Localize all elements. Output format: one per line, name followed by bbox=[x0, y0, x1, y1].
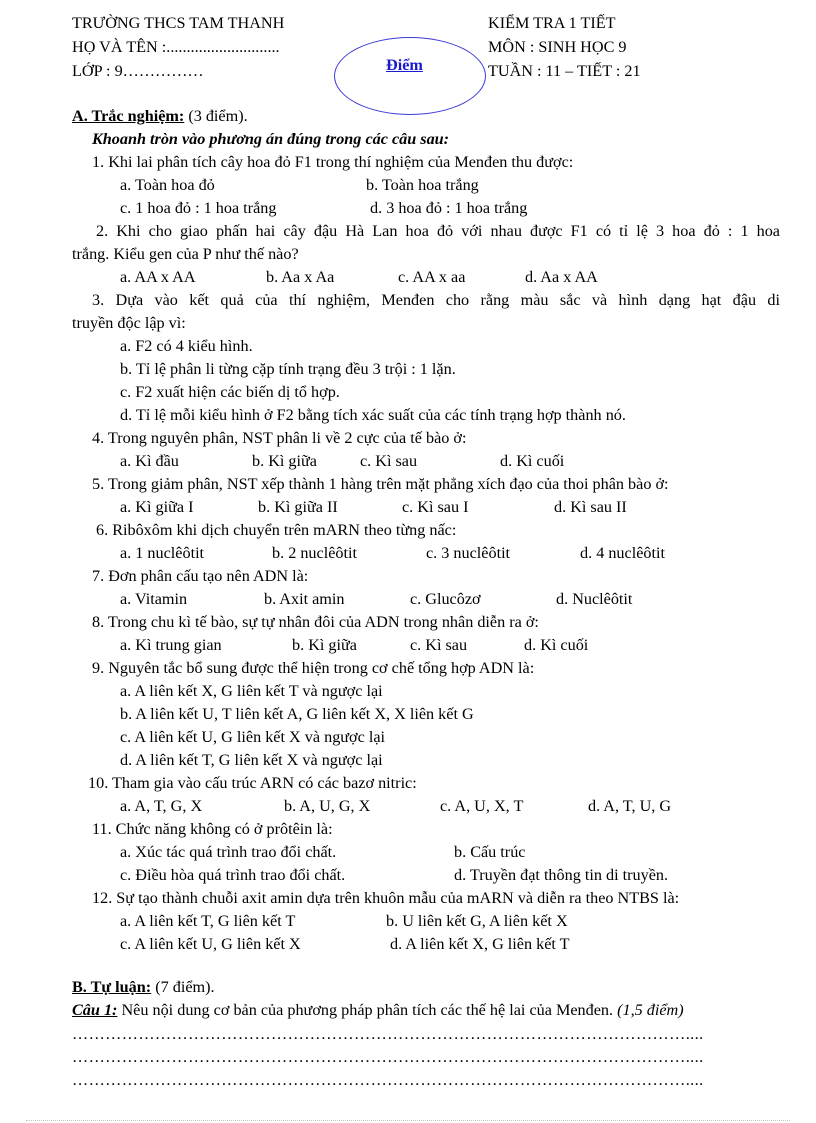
score-label: Điểm bbox=[386, 56, 423, 74]
question-12-options-row1 bbox=[120, 912, 740, 932]
answer-line-3[interactable]: ………………………………………………………………………………………………….... bbox=[72, 1071, 704, 1089]
essay-q1-points: (1,5 điểm) bbox=[617, 1001, 684, 1019]
q1-option-c[interactable]: c. 1 hoa đỏ : 1 hoa trắng bbox=[120, 199, 277, 217]
question-9: 9. Nguyên tắc bổ sung được thể hiện trong cơ chế tổng hợp ADN là: bbox=[92, 659, 535, 677]
answer-line-2[interactable]: ………………………………………………………………………………………………….... bbox=[72, 1048, 704, 1066]
question-12-options-row2 bbox=[120, 935, 740, 955]
subject-label: MÔN : SINH HỌC 9 bbox=[488, 38, 627, 56]
question-6: 6. Ribôxôm khi dịch chuyển trên mARN theo từng nấc: bbox=[96, 521, 457, 539]
question-1: 1. Khi lai phân tích cây hoa đỏ F1 trong thí nghiệm của Menđen thu được: bbox=[92, 153, 574, 171]
q12-option-d[interactable]: d. A liên kết X, G liên kết T bbox=[390, 935, 570, 953]
q7-option-b[interactable]: b. Axit amin bbox=[264, 590, 345, 608]
q5-option-c[interactable]: c. Kì sau I bbox=[402, 498, 469, 516]
q11-option-a[interactable]: a. Xúc tác quá trình trao đổi chất. bbox=[120, 843, 337, 861]
section-b-points: (7 điểm). bbox=[151, 978, 215, 996]
q5-option-a[interactable]: a. Kì giữa I bbox=[120, 498, 194, 516]
q7-option-d[interactable]: d. Nuclêôtit bbox=[556, 590, 633, 608]
school-name: TRƯỜNG THCS TAM THANH bbox=[72, 14, 285, 32]
student-name-field: HỌ VÀ TÊN :............................ bbox=[72, 38, 280, 56]
q9-option-a[interactable]: a. A liên kết X, G liên kết T và ngược lại bbox=[120, 682, 383, 700]
q1-option-a[interactable]: a. Toàn hoa đỏ bbox=[120, 176, 215, 194]
q8-option-c[interactable]: c. Kì sau bbox=[410, 636, 468, 654]
week-label: TUẦN : 11 – TIẾT : 21 bbox=[488, 62, 641, 80]
question-8: 8. Trong chu kì tế bào, sự tự nhân đôi của ADN trong nhân diễn ra ở: bbox=[92, 613, 539, 631]
q4-option-a[interactable]: a. Kì đầu bbox=[120, 452, 179, 470]
q3-option-b[interactable]: b. Tỉ lệ phân li từng cặp tính trạng đều 3 trội : 1 lặn. bbox=[120, 360, 456, 378]
question-5: 5. Trong giảm phân, NST xếp thành 1 hàng trên mặt phẳng xích đạo của thoi phân bào ở: bbox=[92, 475, 669, 493]
q8-option-b[interactable]: b. Kì giữa bbox=[292, 636, 357, 654]
question-10-options bbox=[120, 797, 720, 817]
q3-option-c[interactable]: c. F2 xuất hiện các biến dị tổ hợp. bbox=[120, 383, 340, 401]
question-7-options bbox=[120, 590, 720, 610]
q8-option-a[interactable]: a. Kì trung gian bbox=[120, 636, 222, 654]
section-a-instruction: Khoanh tròn vào phương án đúng trong các câu sau: bbox=[92, 130, 450, 148]
question-11: 11. Chức năng không có ở prôtêin là: bbox=[92, 820, 333, 838]
essay-q1-text: Nêu nội dung cơ bản của phương pháp phân tích các thế hệ lai của Menđen. bbox=[117, 1001, 618, 1019]
q6-option-c[interactable]: c. 3 nuclêôtit bbox=[426, 544, 511, 562]
q1-option-b[interactable]: b. Toàn hoa trắng bbox=[366, 176, 479, 194]
question-1-options-row1 bbox=[120, 176, 720, 196]
q6-option-d[interactable]: d. 4 nuclêôtit bbox=[580, 544, 665, 562]
q10-option-a[interactable]: a. A, T, G, X bbox=[120, 797, 203, 815]
question-2-options bbox=[120, 268, 720, 288]
q7-option-a[interactable]: a. Vitamin bbox=[120, 590, 188, 608]
q4-option-b[interactable]: b. Kì giữa bbox=[252, 452, 317, 470]
question-8-options bbox=[120, 636, 720, 656]
q12-option-a[interactable]: a. A liên kết T, G liên kết T bbox=[120, 912, 296, 930]
q4-option-d[interactable]: d. Kì cuối bbox=[500, 452, 565, 470]
q9-option-d[interactable]: d. A liên kết T, G liên kết X và ngược lại bbox=[120, 751, 383, 769]
exam-title: KIỂM TRA 1 TIẾT bbox=[488, 14, 616, 32]
section-b-heading bbox=[72, 978, 215, 997]
q10-option-d[interactable]: d. A, T, U, G bbox=[588, 797, 672, 815]
question-2-line2: trắng. Kiểu gen của P như thế nào? bbox=[72, 245, 299, 263]
q2-option-c[interactable]: c. AA x aa bbox=[398, 268, 466, 286]
q9-option-c[interactable]: c. A liên kết U, G liên kết X và ngược lại bbox=[120, 728, 386, 746]
q8-option-d[interactable]: d. Kì cuối bbox=[524, 636, 589, 654]
section-a-heading bbox=[72, 107, 248, 126]
essay-question-1 bbox=[72, 1001, 684, 1020]
question-5-options bbox=[120, 498, 720, 518]
answer-line-1[interactable]: ………………………………………………………………………………………………….... bbox=[72, 1025, 704, 1043]
q12-option-b[interactable]: b. U liên kết G, A liên kết X bbox=[386, 912, 568, 930]
q2-option-b[interactable]: b. Aa x Aa bbox=[266, 268, 335, 286]
essay-q1-label: Câu 1: bbox=[72, 1001, 118, 1019]
q5-option-b[interactable]: b. Kì giữa II bbox=[258, 498, 338, 516]
question-7: 7. Đơn phân cấu tạo nên ADN là: bbox=[92, 567, 309, 585]
question-6-options bbox=[120, 544, 720, 564]
q12-option-c[interactable]: c. A liên kết U, G liên kết X bbox=[120, 935, 301, 953]
q11-option-b[interactable]: b. Cấu trúc bbox=[454, 843, 526, 861]
question-4: 4. Trong nguyên phân, NST phân li về 2 cực của tế bào ở: bbox=[92, 429, 467, 447]
q6-option-a[interactable]: a. 1 nuclêôtit bbox=[120, 544, 205, 562]
q9-option-b[interactable]: b. A liên kết U, T liên kết A, G liên kết X, X liên kết G bbox=[120, 705, 474, 723]
q2-option-d[interactable]: d. Aa x AA bbox=[525, 268, 598, 286]
question-2-line1: 2. Khi cho giao phấn hai cây đậu Hà Lan hoa đỏ với nhau được F1 có tỉ lệ 3 hoa đỏ : 1 hoa bbox=[96, 222, 780, 240]
q10-option-b[interactable]: b. A, U, G, X bbox=[284, 797, 371, 815]
question-12: 12. Sự tạo thành chuỗi axit amin dựa trên khuôn mẫu của mARN và diễn ra theo NTBS là: bbox=[92, 889, 680, 907]
q11-option-c[interactable]: c. Điều hòa quá trình trao đổi chất. bbox=[120, 866, 346, 884]
q1-option-d[interactable]: d. 3 hoa đỏ : 1 hoa trắng bbox=[370, 199, 528, 217]
q5-option-d[interactable]: d. Kì sau II bbox=[554, 498, 627, 516]
q10-option-c[interactable]: c. A, U, X, T bbox=[440, 797, 524, 815]
q11-option-d[interactable]: d. Truyền đạt thông tin di truyền. bbox=[454, 866, 669, 884]
question-11-options-row1 bbox=[120, 843, 740, 863]
q3-option-a[interactable]: a. F2 có 4 kiểu hình. bbox=[120, 337, 253, 355]
q4-option-c[interactable]: c. Kì sau bbox=[360, 452, 418, 470]
page-bottom-divider bbox=[26, 1120, 790, 1121]
question-3-line2: truyền độc lập vì: bbox=[72, 314, 186, 332]
section-a-points: (3 điểm). bbox=[184, 107, 248, 125]
score-box bbox=[334, 37, 486, 115]
q6-option-b[interactable]: b. 2 nuclêôtit bbox=[272, 544, 357, 562]
class-field: LỚP : 9…………… bbox=[72, 62, 204, 80]
question-11-options-row2 bbox=[120, 866, 740, 886]
question-1-options-row2 bbox=[120, 199, 720, 219]
q3-option-d[interactable]: d. Tỉ lệ mỗi kiểu hình ở F2 bằng tích xác suất của các tính trạng hợp thành nó. bbox=[120, 406, 626, 424]
question-10: 10. Tham gia vào cấu trúc ARN có các bazơ nitric: bbox=[88, 774, 417, 792]
q2-option-a[interactable]: a. AA x AA bbox=[120, 268, 196, 286]
question-4-options bbox=[120, 452, 720, 472]
question-3-line1: 3. Dựa vào kết quả của thí nghiệm, Menđen cho rằng màu sắc và hình dạng hạt đậu di bbox=[92, 291, 780, 309]
section-a-label: A. Trắc nghiệm: bbox=[72, 107, 185, 125]
section-b-label: B. Tự luận: bbox=[72, 978, 152, 996]
q7-option-c[interactable]: c. Glucôzơ bbox=[410, 590, 481, 608]
